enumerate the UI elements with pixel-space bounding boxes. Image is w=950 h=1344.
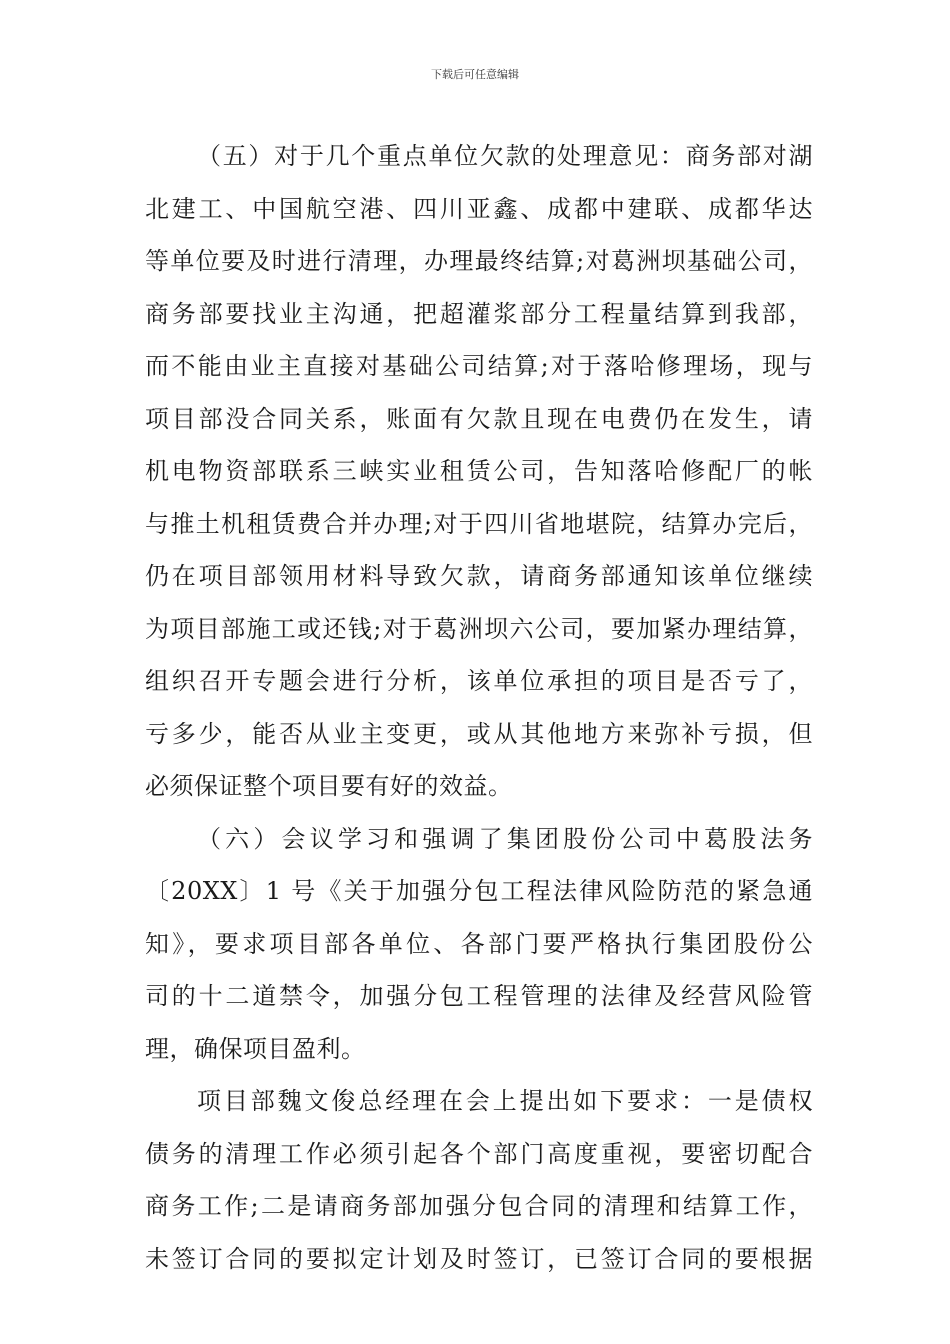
paragraph-6 xyxy=(145,813,813,1076)
text-line: 知》，要求项目部各单位、各部门要严格执行集团股份公 xyxy=(145,929,813,958)
text-line: 商务部要找业主沟通，把超灌浆部分工程量结算到我部， xyxy=(145,299,813,328)
text-line: 项目部魏文俊总经理在会上提出如下要求：一是债权 xyxy=(197,1087,813,1115)
text-line: 必须保证整个项目要有好的效益。 xyxy=(145,772,513,800)
text-line: 司的十二道禁令，加强分包工程管理的法律及经营风险管 xyxy=(145,982,813,1010)
text-line: 机电物资部联系三峡实业租赁公司，告知落哈修配厂的帐 xyxy=(145,457,813,485)
text-line: 商务工作;二是请商务部加强分包合同的清理和结算工作， xyxy=(145,1192,813,1220)
text-line: 〔20XX〕1 号《关于加强分包工程法律风险防范的紧急通 xyxy=(145,877,813,905)
text-line: 项目部没合同关系，账面有欠款且现在电费仍在发生，请 xyxy=(145,404,813,433)
text-line: 亏多少，能否从业主变更，或从其他地方来弥补亏损，但 xyxy=(145,719,813,748)
text-line: （五）对于几个重点单位欠款的处理意见：商务部对湖 xyxy=(197,142,813,170)
text-line: 北建工、中国航空港、四川亚鑫、成都中建联、成都华达 xyxy=(145,194,813,223)
text-line: 仍在项目部领用材料导致欠款，请商务部通知该单位继续 xyxy=(145,562,813,590)
text-line: 为项目部施工或还钱;对于葛洲坝六公司，要加紧办理结算， xyxy=(145,614,813,643)
paragraph-requirements xyxy=(145,1075,813,1285)
text-line: 组织召开专题会进行分析，该单位承担的项目是否亏了， xyxy=(145,667,813,695)
page-header-note: 下载后可任意编辑 xyxy=(431,68,519,81)
text-line: 与推土机租赁费合并办理;对于四川省地堪院，结算办完后， xyxy=(145,509,813,538)
text-line: （六）会议学习和强调了集团股份公司中葛股法务 xyxy=(197,824,813,853)
text-line: 而不能由业主直接对基础公司结算;对于落哈修理场，现与 xyxy=(145,352,813,380)
text-line: 债务的清理工作必须引起各个部门高度重视，要密切配合 xyxy=(145,1139,813,1168)
document-body xyxy=(145,130,813,1285)
text-line: 理，确保项目盈利。 xyxy=(145,1034,366,1063)
text-line: 等单位要及时进行清理，办理最终结算;对葛洲坝基础公司， xyxy=(145,247,813,275)
text-line: 未签订合同的要拟定计划及时签订，已签订合同的要根据 xyxy=(145,1244,813,1273)
paragraph-5 xyxy=(145,130,813,813)
